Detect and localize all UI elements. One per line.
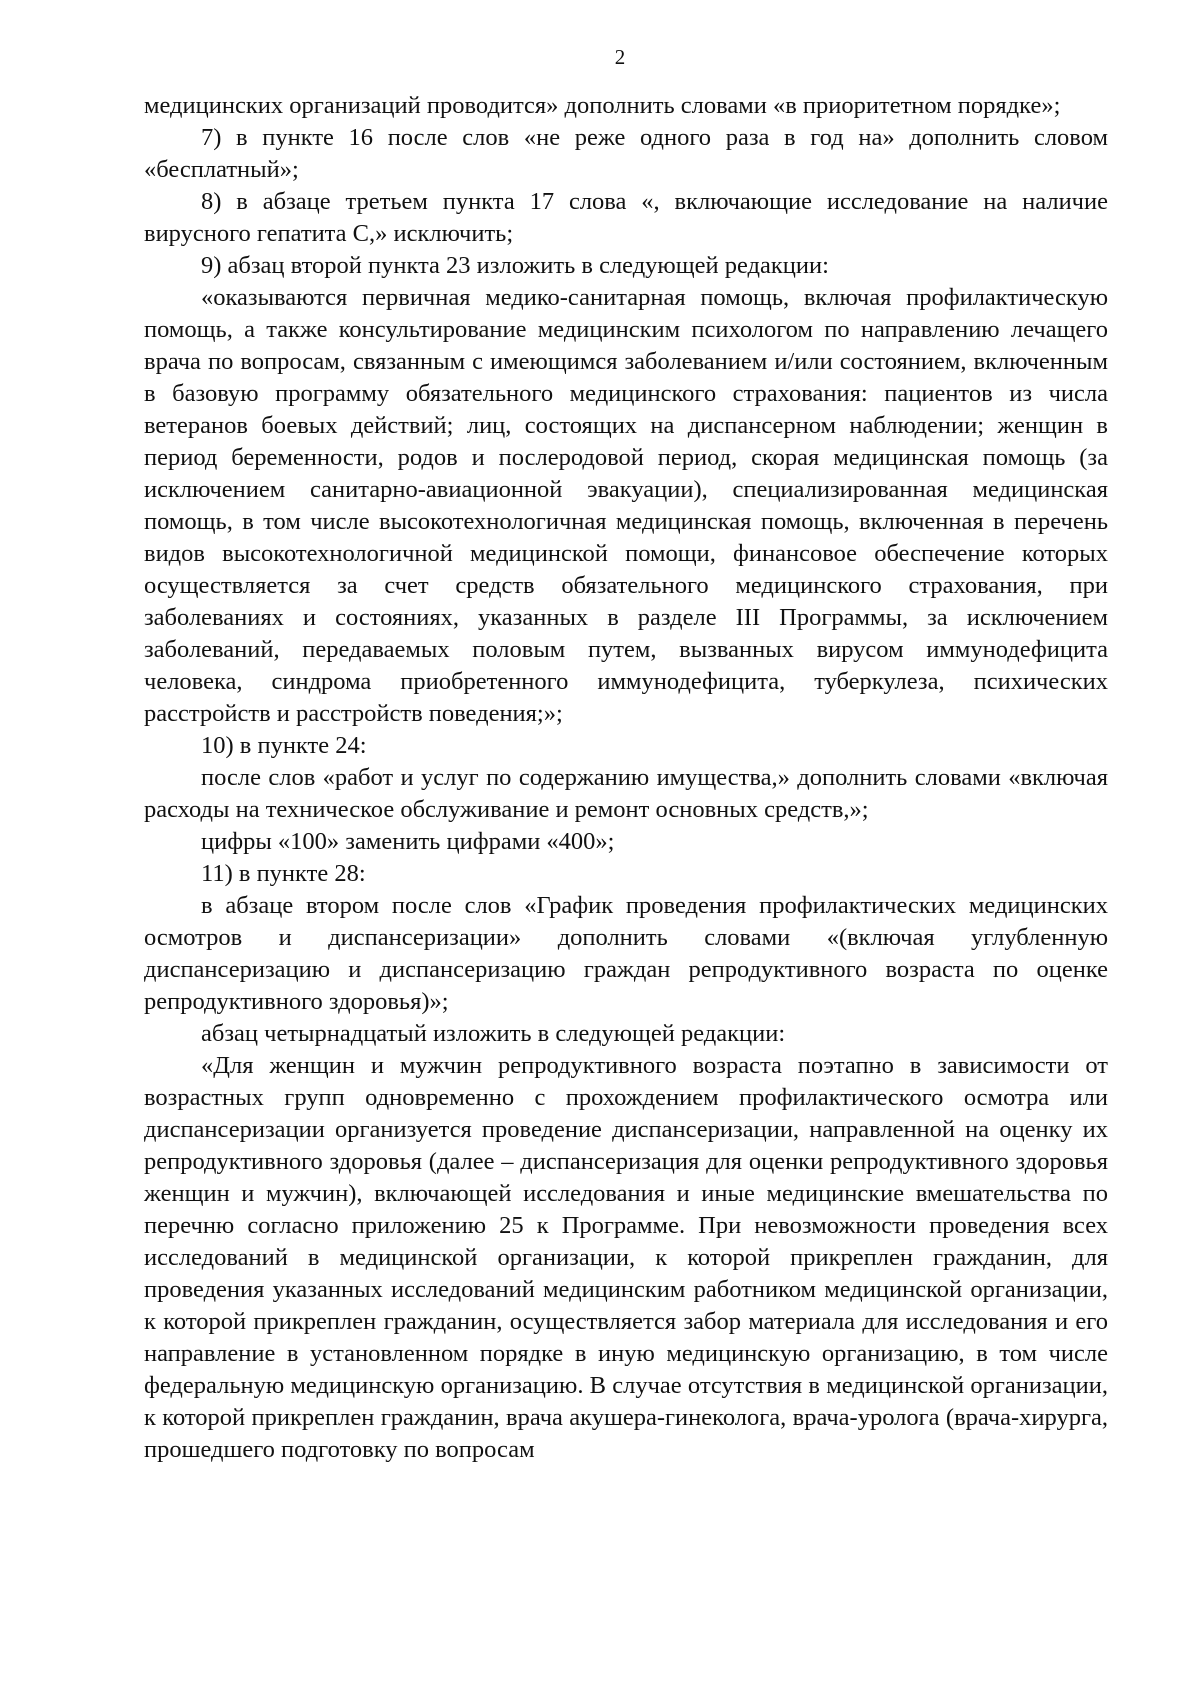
document-body bbox=[144, 90, 1108, 1466]
paragraph-5: «оказываются первичная медико-санитарная помощь, включая профилактическую помощь, а также консультирование медицинским психологом по направлению лечащего врача по вопросам, связанным с имеющимся заболеванием и/или состоянием, включенным в базовую программу обязательного медицинского страхования: пациентов из числа ветеранов боевых действий; лиц, состоящих на диспансерном наблюдении; женщин в период беременности, родов и послеродовой период, скорая медицинская помощь (за исключением санитарно-авиационной эвакуации), специализированная медицинская помощь, в том числе высокотехнологичная медицинская помощь, включенная в перечень видов высокотехнологичной медицинской помощи, финансовое обеспечение которых осуществляется за счет средств обязательного медицинского страхования, при заболеваниях и состояниях, указанных в разделе III Программы, за исключением заболеваний, передаваемых половым путем, вызванных вирусом иммунодефицита человека, синдрома приобретенного иммунодефицита, туберкулеза, психических расстройств и расстройств поведения;»; bbox=[144, 284, 1108, 727]
paragraph-12: «Для женщин и мужчин репродуктивного возраста поэтапно в зависимости от возрастных групп одновременно с прохождением профилактического осмотра или диспансеризации организуется проведение диспансеризации, направленной на оценку их репродуктивного здоровья (далее – диспансеризация для оценки репродуктивного здоровья женщин и мужчин), включающей исследования и иные медицинские вмешательства по перечню согласно приложению 25 к Программе. При невозможности проведения всех исследований в медицинской организации, к которой прикреплен гражданин, для проведения указанных исследований медицинским работником медицинской организации, к которой прикреплен гражданин, осуществляется забор материала для исследования и его направление в установленном порядке в иную медицинскую организацию, в том числе федеральную медицинскую организацию. В случае отсутствия в медицинской организации, к которой прикреплен гражданин, врача акушера-гинеколога, врача-уролога (врача-хирурга, прошедшего подготовку по вопросам bbox=[144, 1052, 1108, 1463]
paragraph-6: 10) в пункте 24: bbox=[201, 732, 367, 759]
paragraph-3: 8) в абзаце третьем пункта 17 слова «, включающие исследование на наличие вирусного гепатита С,» исключить; bbox=[144, 188, 1108, 247]
page-number: 2 bbox=[614, 45, 626, 69]
paragraph-9: 11) в пункте 28: bbox=[201, 860, 366, 887]
paragraph-1: медицинских организаций проводится» дополнить словами «в приоритетном порядке»; bbox=[144, 92, 1061, 119]
paragraph-7: после слов «работ и услуг по содержанию имущества,» дополнить словами «включая расходы на техническое обслуживание и ремонт основных средств,»; bbox=[144, 764, 1108, 823]
paragraph-8: цифры «100» заменить цифрами «400»; bbox=[201, 828, 615, 855]
paragraph-4: 9) абзац второй пункта 23 изложить в следующей редакции: bbox=[201, 252, 829, 279]
paragraph-10: в абзаце втором после слов «График проведения профилактических медицинских осмотров и диспансеризации» дополнить словами «(включая углубленную диспансеризацию и диспансеризацию граждан репродуктивного возраста по оценке репродуктивного здоровья)»; bbox=[144, 892, 1108, 1015]
paragraph-11: абзац четырнадцатый изложить в следующей редакции: bbox=[201, 1020, 786, 1047]
paragraph-2: 7) в пункте 16 после слов «не реже одного раза в год на» дополнить словом «бесплатный»; bbox=[144, 124, 1108, 183]
